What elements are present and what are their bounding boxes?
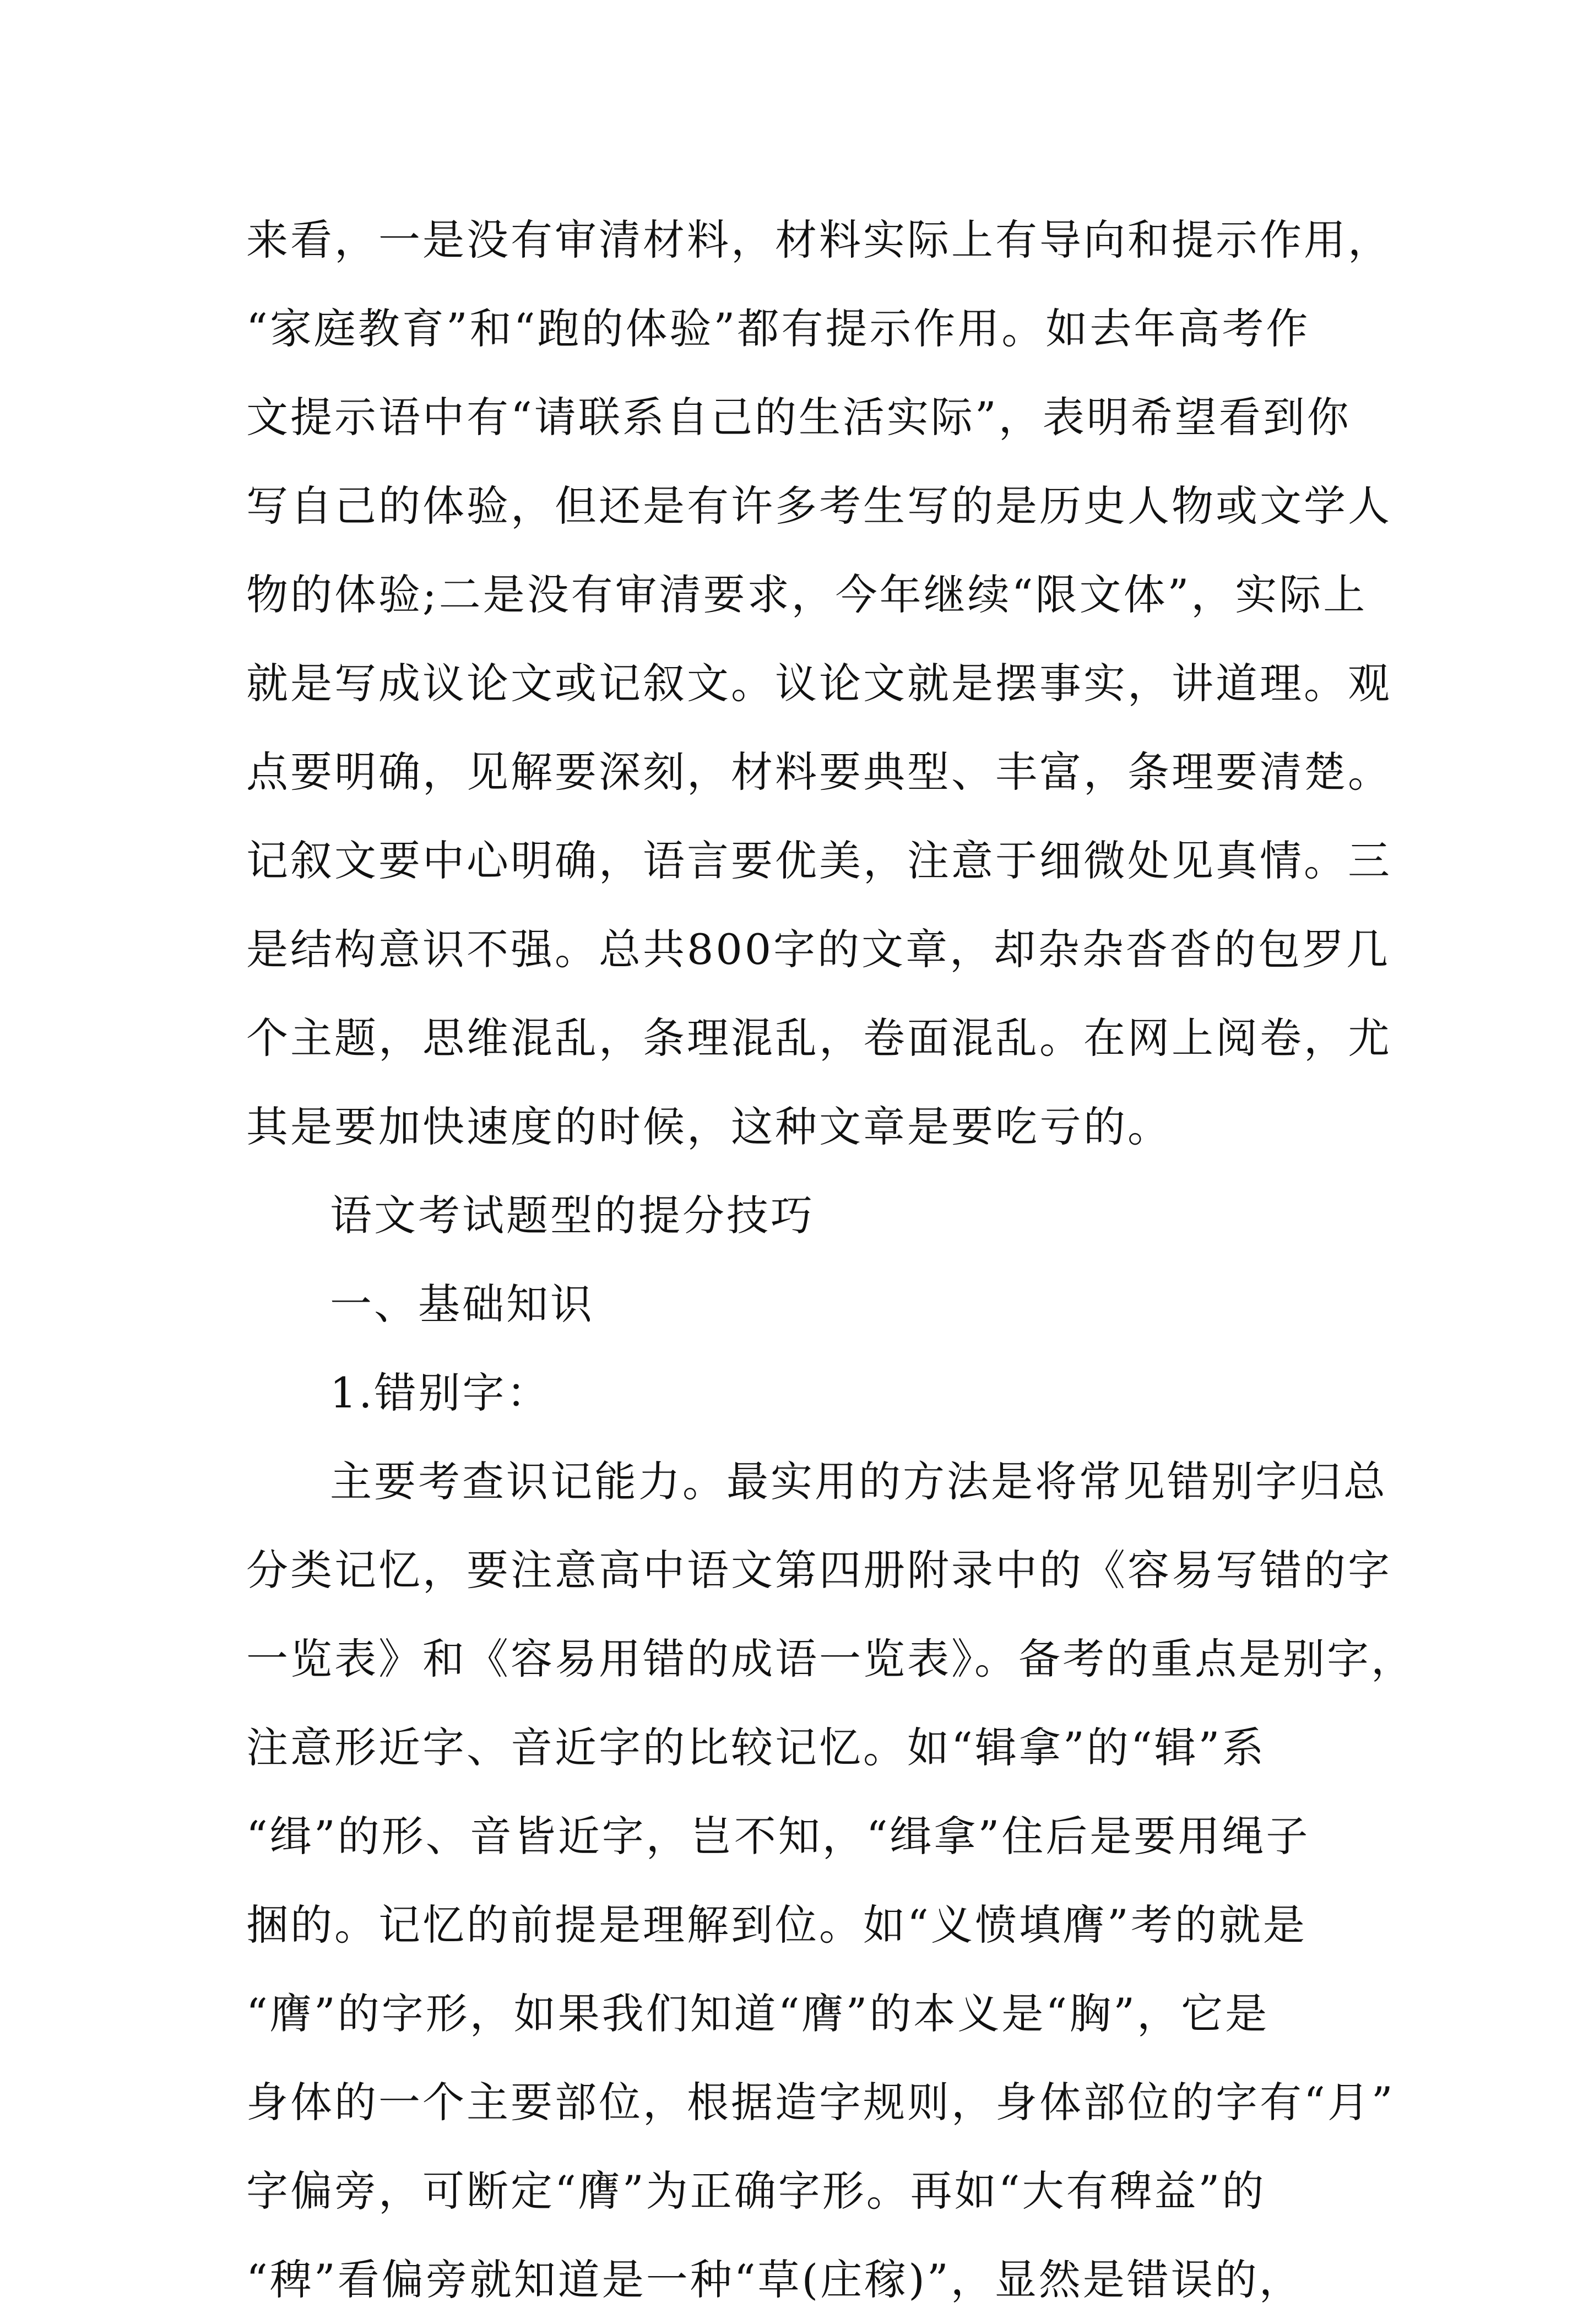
paragraph-line: 分类记忆，要注意高中语文第四册附录中的《容易写错的字 xyxy=(246,1546,1392,1595)
section-heading: 一、基础知识 xyxy=(330,1280,594,1329)
paragraph-line: 写自己的体验，但还是有许多考生写的是历史人物或文学人 xyxy=(246,481,1392,530)
paragraph-line: 来看，一是没有审清材料，材料实际上有导向和提示作用， xyxy=(246,215,1392,264)
paragraph-line: “缉”的形、音皆近字，岂不知，“缉拿”住后是要用绳子 xyxy=(246,1812,1310,1861)
paragraph-line: 字偏旁，可断定“膺”为正确字形。再如“大有稗益”的 xyxy=(246,2166,1266,2215)
paragraph-line: 其是要加快速度的时候，这种文章是要吃亏的。 xyxy=(246,1102,1172,1151)
paragraph-line: 捆的。记忆的前提是理解到位。如“义愤填膺”考的就是 xyxy=(246,1900,1307,1949)
subsection-heading: 1.错别字： xyxy=(330,1368,551,1417)
paragraph-line: 一览表》和《容易用错的成语一览表》。备考的重点是别字， xyxy=(246,1634,1415,1683)
body-text xyxy=(246,196,1415,2324)
paragraph-line: “家庭教育”和“跑的体验”都有提示作用。如去年高考作 xyxy=(246,304,1310,353)
section-title: 语文考试题型的提分技巧 xyxy=(330,1191,815,1240)
paragraph-line: 是结构意识不强。总共800字的文章，却杂杂沓沓的包罗几 xyxy=(246,925,1391,974)
paragraph-line: 记叙文要中心明确，语言要优美，注意于细微处见真情。三 xyxy=(246,836,1392,885)
paragraph-line: “稗”看偏旁就知道是一种“草(庄稼)”，显然是错误的， xyxy=(246,2255,1303,2304)
paragraph-line: “膺”的字形，如果我们知道“膺”的本义是“胸”，它是 xyxy=(246,1989,1270,2038)
paragraph-line: 文提示语中有“请联系自己的生活实际”，表明希望看到你 xyxy=(246,393,1351,442)
paragraph-line: 身体的一个主要部位，根据造字规则，身体部位的字有“月” xyxy=(246,2078,1395,2127)
paragraph-line: 个主题，思维混乱，条理混乱，卷面混乱。在网上阅卷，尤 xyxy=(246,1014,1392,1063)
paragraph-line: 主要考查识记能力。最实用的方法是将常见错别字归总 xyxy=(330,1457,1387,1506)
paragraph-line: 物的体验;二是没有审清要求，今年继续“限文体”，实际上 xyxy=(246,570,1368,619)
paragraph-line: 就是写成议论文或记叙文。议论文就是摆事实，讲道理。观 xyxy=(246,659,1392,708)
paragraph-line: 注意形近字、音近字的比较记忆。如“辑拿”的“辑”系 xyxy=(246,1723,1266,1772)
paragraph-line: 点要明确，见解要深刻，材料要典型、丰富，条理要清楚。 xyxy=(246,747,1392,797)
